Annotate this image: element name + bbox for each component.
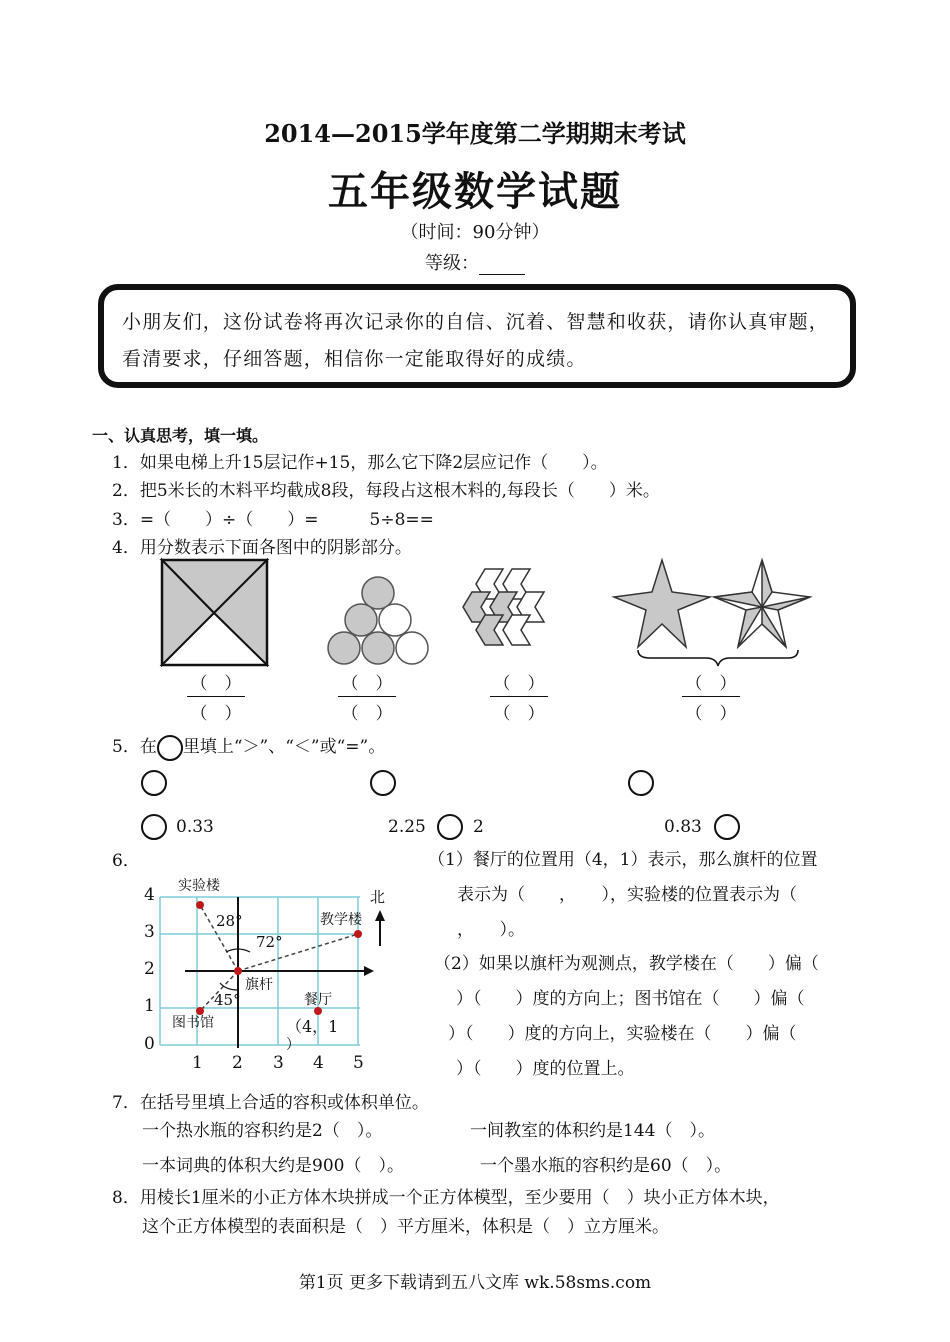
compare-circle-icon	[157, 735, 183, 761]
compare-circle-2[interactable]	[370, 770, 396, 796]
x-tick: 4	[313, 1053, 324, 1073]
teaching-point	[354, 930, 362, 938]
question-4: 4．用分数表示下面各图中的阴影部分。	[112, 538, 412, 558]
compare-circle-5[interactable]	[437, 814, 463, 840]
q7-item-b: 一间教室的体积约是144（ ）。	[470, 1121, 715, 1141]
question-7: 7．在括号里填上合适的容积或体积单位。	[112, 1093, 429, 1113]
q6-part2-line4: ）（ ）度的位置上。	[456, 1059, 635, 1079]
x-tick: 2	[232, 1053, 243, 1073]
fraction-answer-4[interactable]	[682, 669, 740, 724]
angle-label-28: 28°	[216, 912, 243, 930]
compare-circle-3[interactable]	[628, 770, 654, 796]
compare-circle-1[interactable]	[141, 770, 167, 796]
east-arrow-icon	[364, 966, 374, 976]
q7-item-d: 一个墨水瓶的容积约是60（ ）。	[480, 1156, 732, 1176]
map-label-teaching: 教学楼	[320, 912, 362, 928]
compare-value-1: 0.33	[176, 817, 214, 837]
map-label-canteen-coord: （4，1	[286, 1017, 339, 1036]
compare-value-4: 0.83	[664, 817, 702, 837]
map-label-flagpole: 旗杆	[245, 977, 273, 993]
fraction-denominator: （ ）	[493, 704, 545, 724]
compare-circle-4[interactable]	[141, 814, 167, 840]
fraction-line	[682, 696, 740, 697]
y-tick: 3	[144, 922, 155, 942]
map-label-canteen: 餐厅	[304, 992, 332, 1008]
question-5	[112, 732, 385, 761]
x-tick: 5	[353, 1053, 364, 1073]
y-tick: 0	[144, 1034, 155, 1054]
fraction-denominator: （ ）	[341, 704, 393, 724]
time-note: （时间：90分钟）	[400, 222, 550, 243]
q7-item-a: 一个热水瓶的容积约是2（ ）。	[142, 1121, 383, 1141]
flagpole-point	[234, 967, 242, 975]
grade-label: 等级：	[425, 253, 479, 274]
question-6-number: 6．	[112, 851, 140, 871]
angle-label-45: 45°	[214, 991, 241, 1009]
angle-label-72: 72°	[256, 933, 283, 951]
grade-field	[0, 249, 950, 275]
fraction-answer-1[interactable]	[187, 669, 245, 724]
fraction-line	[490, 696, 548, 697]
fraction-numerator: （ ）	[341, 674, 393, 694]
page-footer: 第1页 更多下载请到五八文库 wk.58sms.com	[298, 1273, 652, 1293]
y-tick: 4	[144, 885, 155, 905]
fraction-numerator: （ ）	[493, 674, 545, 694]
section-title: 一、认真思考，填一填。	[92, 426, 269, 445]
q6-part1-line2: 表示为（ ， ），实验楼的位置表示为（	[457, 885, 797, 905]
q7-item-c: 一本词典的体积大约是900（ ）。	[142, 1156, 404, 1176]
fraction-denominator: （ ）	[190, 704, 242, 724]
q6-part1-line3: ， ）。	[457, 920, 525, 940]
square-figure	[162, 560, 267, 665]
q6-part2-line2: ）（ ）度的方向上；图书馆在（ ）偏（	[456, 989, 805, 1009]
stars-figure	[614, 560, 810, 666]
map-label-lab: 实验楼	[178, 878, 220, 894]
fraction-figures	[150, 552, 830, 667]
compare-value-2: 2.25	[388, 817, 426, 837]
fraction-line	[187, 696, 245, 697]
map-label-north: 北	[370, 888, 386, 906]
north-arrow-icon	[375, 910, 385, 921]
map-label-library: 图书馆	[172, 1015, 214, 1031]
x-tick: 1	[192, 1053, 203, 1073]
fraction-line	[338, 696, 396, 697]
exam-subject-title: 五年级数学试题	[328, 168, 622, 215]
hexagons-figure	[463, 569, 544, 645]
grade-blank[interactable]	[479, 256, 525, 275]
lab-point	[196, 901, 204, 909]
question-1: 1．如果电梯上升15层记作+15，那么它下降2层应记作（ ）。	[112, 453, 608, 473]
question-3: 3．=（ ）÷（ ）= 5÷8==	[112, 510, 434, 530]
coordinate-map	[130, 868, 390, 1068]
question-8-line2: 这个正方体模型的表面积是（ ）平方厘米，体积是（ ）立方厘米。	[142, 1217, 669, 1237]
q6-part2-line1: （2）如果以旗杆为观测点，教学楼在（ ）偏（	[434, 954, 819, 974]
q6-part2-line3: ）（ ）度的方向上，实验楼在（ ）偏（	[448, 1024, 797, 1044]
q5-suffix: 里填上“＞”、“＜”或“=”。	[182, 737, 386, 757]
compare-circle-6[interactable]	[714, 814, 740, 840]
fraction-denominator: （ ）	[685, 704, 737, 724]
fraction-numerator: （ ）	[685, 674, 737, 694]
circles-figure	[328, 577, 428, 664]
map-label-canteen-close: ）	[286, 1037, 300, 1053]
x-tick: 3	[273, 1053, 284, 1073]
q5-prefix: 5．在	[112, 737, 157, 757]
fraction-answer-3[interactable]	[490, 669, 548, 724]
exam-year-title: 2014—2015学年度第二学期期末考试	[264, 119, 686, 148]
question-2: 2．把5米长的木料平均截成8段，每段占这根木料的,每段长（ ）米。	[112, 481, 660, 501]
note-text: 小朋友们，这份试卷将再次记录你的自信、沉着、智慧和收获，请你认真审题，看清要求，仔细答题，相信你一定能取得好的成绩。	[122, 311, 830, 370]
fraction-numerator: （ ）	[190, 674, 242, 694]
y-tick: 1	[144, 996, 155, 1016]
compare-value-3: 2	[473, 817, 484, 837]
q6-part1-line1: （1）餐厅的位置用（4，1）表示，那么旗杆的位置	[428, 850, 818, 870]
fraction-answer-2[interactable]	[338, 669, 396, 724]
y-tick: 2	[144, 959, 155, 979]
question-8-line1: 8．用棱长1厘米的小正方体木块拼成一个正方体模型，至少要用（ ）块小正方体木块，	[112, 1188, 780, 1208]
